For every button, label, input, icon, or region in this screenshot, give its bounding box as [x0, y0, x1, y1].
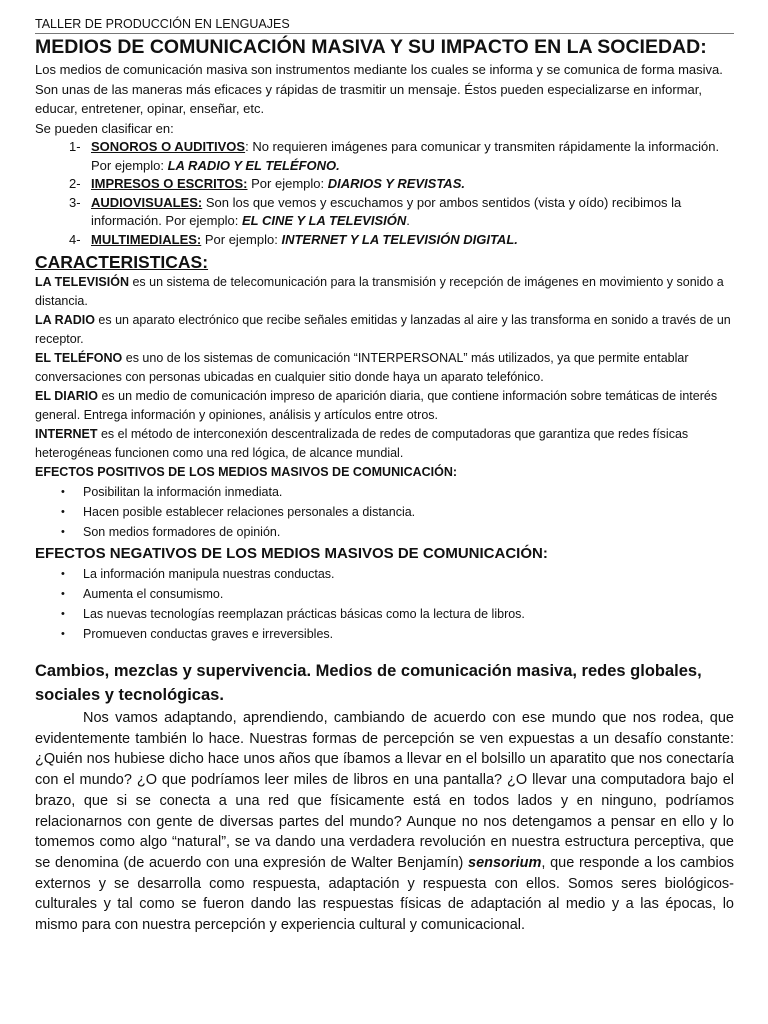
list-number: 4- — [69, 231, 81, 247]
list-item-text: Promueven conductas graves e irreversibles. — [83, 627, 334, 641]
bullet-icon: • — [61, 486, 65, 498]
list-item-text: Aumenta el consumismo. — [83, 587, 224, 601]
bullet-icon: • — [61, 588, 65, 600]
media-types-list — [35, 138, 734, 249]
definition-term: EL TELÉFONO — [35, 351, 123, 365]
essay-emphasis: sensorium — [468, 854, 542, 871]
bullet-icon: • — [61, 526, 65, 538]
definition-text: es un aparato electrónico que recibe señales emitidas y lanzadas al aire y las transforma en sonido a través de un receptor. — [35, 313, 731, 346]
media-type-text: Por ejemplo: — [201, 231, 282, 247]
media-type-text: Por ejemplo: — [247, 176, 328, 191]
list-item — [61, 482, 734, 502]
essay-text-after: , que responde a los cambios externos y se desarrolla como respuesta, adaptación y respuesta con ellos. Somos seres biológicos-culturales y tal como se fueron dando las respuestas físicas de adaptación al medio y a las épocas, lo mismo para con nuestra percepción y experiencia cultural y comunicacional. — [35, 854, 735, 934]
intro-paragraph: Los medios de comunicación masiva son instrumentos mediante los cuales se informa y se comunica de forma masiva. Son unas de las maneras más eficaces y rápidas de trasmitir un mensaje. Éstos pueden especializarse en informar, educar, entretener, opinar, enseñar, etc. — [35, 62, 723, 116]
media-type-text: Son los que vemos y escuchamos y por ambos sentidos (vista y oído) recibimos la información. Por ejemplo: — [91, 194, 682, 228]
definition-paragraph — [35, 349, 734, 387]
definition-paragraph — [35, 387, 734, 425]
list-item-text: La información manipula nuestras conductas. — [83, 567, 335, 581]
media-type-item — [69, 194, 734, 231]
media-type-name: IMPRESOS O ESCRITOS: — [91, 176, 248, 191]
page-header: TALLER DE PRODUCCIÓN EN LENGUAJES — [35, 17, 734, 34]
list-number: 2- — [69, 176, 81, 191]
definition-term: EL DIARIO — [35, 389, 98, 403]
media-type-example: EL CINE Y LA TELEVISIÓN — [242, 213, 407, 228]
caracteristicas-heading: CARACTERISTICAS: — [35, 252, 209, 272]
list-item — [61, 604, 734, 624]
list-item-text: Hacen posible establecer relaciones personales a distancia. — [83, 505, 416, 519]
list-item-text: Posibilitan la información inmediata. — [83, 485, 283, 499]
media-type-item — [69, 175, 734, 194]
negative-effects-list — [35, 564, 734, 644]
media-type-item — [69, 138, 734, 175]
media-type-name: MULTIMEDIALES: — [91, 231, 202, 247]
media-type-tail: . — [406, 213, 410, 228]
negative-effects-heading: EFECTOS NEGATIVOS DE LOS MEDIOS MASIVOS DE COMUNICACIÓN: — [35, 545, 548, 562]
definition-paragraph — [35, 425, 734, 463]
definition-term: LA TELEVISIÓN — [35, 275, 129, 289]
section-heading: Cambios, mezclas y supervivencia. Medios de comunicación masiva, redes globales, sociales y tecnológicas. — [35, 662, 702, 704]
media-type-example: INTERNET Y LA TELEVISIÓN DIGITAL. — [281, 231, 518, 247]
list-item-text: Las nuevas tecnologías reemplazan prácticas básicas como la lectura de libros. — [83, 607, 525, 621]
media-type-example: LA RADIO Y EL TELÉFONO. — [167, 157, 340, 173]
media-type-example: DIARIOS Y REVISTAS. — [327, 176, 465, 191]
essay-text-before: Nos vamos adaptando, aprendiendo, cambiando de acuerdo con ese mundo que nos rodea, que evidentemente también lo hace. Nuestras formas de percepción se ven expuestas a un desafío constante: ¿Quién nos hubiese dicho hace unos años que íbamos a llevar en el bolsillo un aparatito que nos conectaría con el mundo? ¿O que podríamos leer miles de libros en una pantalla? ¿O llevar una computadora bajo el brazo, que si se conecta a una red que físicamente está en todos lados y en ninguno, podríamos relacionarnos con gente de diversas partes del mundo? Aunque no nos detengamos a pensar en ello y lo tomemos como algo “natural”, se va dando una verdadera revolución en nuestra estructura perceptiva, que se denomina (de acuerdo con una expresión de Walter Benjamín) — [35, 710, 734, 871]
definition-term: LA RADIO — [35, 313, 95, 327]
list-item — [61, 584, 734, 604]
list-number: 1- — [69, 139, 81, 154]
definition-paragraph — [35, 311, 734, 349]
media-type-separator: : — [245, 139, 249, 154]
list-number: 3- — [69, 194, 81, 210]
media-type-name: SONOROS O AUDITIVOS — [91, 139, 246, 154]
bullet-icon: • — [61, 506, 65, 518]
positive-effects-heading: EFECTOS POSITIVOS DE LOS MEDIOS MASIVOS DE COMUNICACIÓN: — [35, 465, 458, 479]
bullet-icon: • — [61, 628, 65, 640]
definition-paragraph — [35, 273, 734, 311]
media-type-item — [69, 231, 734, 250]
essay-paragraph — [35, 708, 734, 936]
bullet-icon: • — [61, 568, 65, 580]
definition-text: es el método de interconexión descentralizada de redes de computadoras que garantiza que redes físicas heterogéneas funcionen como una red lógica, de alcance mundial. — [35, 427, 689, 460]
list-item — [61, 522, 734, 542]
definition-text: es un sistema de telecomunicación para la transmisión y recepción de imágenes en movimiento y sonido a distancia. — [35, 275, 724, 308]
bullet-icon: • — [61, 608, 65, 620]
list-item — [61, 624, 734, 644]
definition-text: es un medio de comunicación impreso de aparición diaria, que contiene información sobre temáticas de interés general. Entrega información y opiniones, análisis y artículos entre otros. — [35, 389, 718, 422]
positive-effects-list — [35, 482, 734, 542]
media-type-text: No requieren imágenes para comunicar y transmiten rápidamente la información. Por ejemplo: — [91, 139, 720, 173]
classify-intro: Se pueden clasificar en: — [35, 120, 174, 136]
list-item-text: Son medios formadores de opinión. — [83, 525, 281, 539]
page-title: MEDIOS DE COMUNICACIÓN MASIVA Y SU IMPACTO EN LA SOCIEDAD: — [35, 36, 707, 58]
list-item — [61, 564, 734, 584]
definition-term: INTERNET — [35, 427, 98, 441]
definition-text: es uno de los sistemas de comunicación “INTERPERSONAL” más utilizados, ya que permite entablar conversaciones con personas ubicadas en cualquier sitio donde haya un aparato telefónico. — [35, 351, 689, 384]
media-type-name: AUDIOVISUALES: — [91, 194, 203, 210]
list-item — [61, 502, 734, 522]
